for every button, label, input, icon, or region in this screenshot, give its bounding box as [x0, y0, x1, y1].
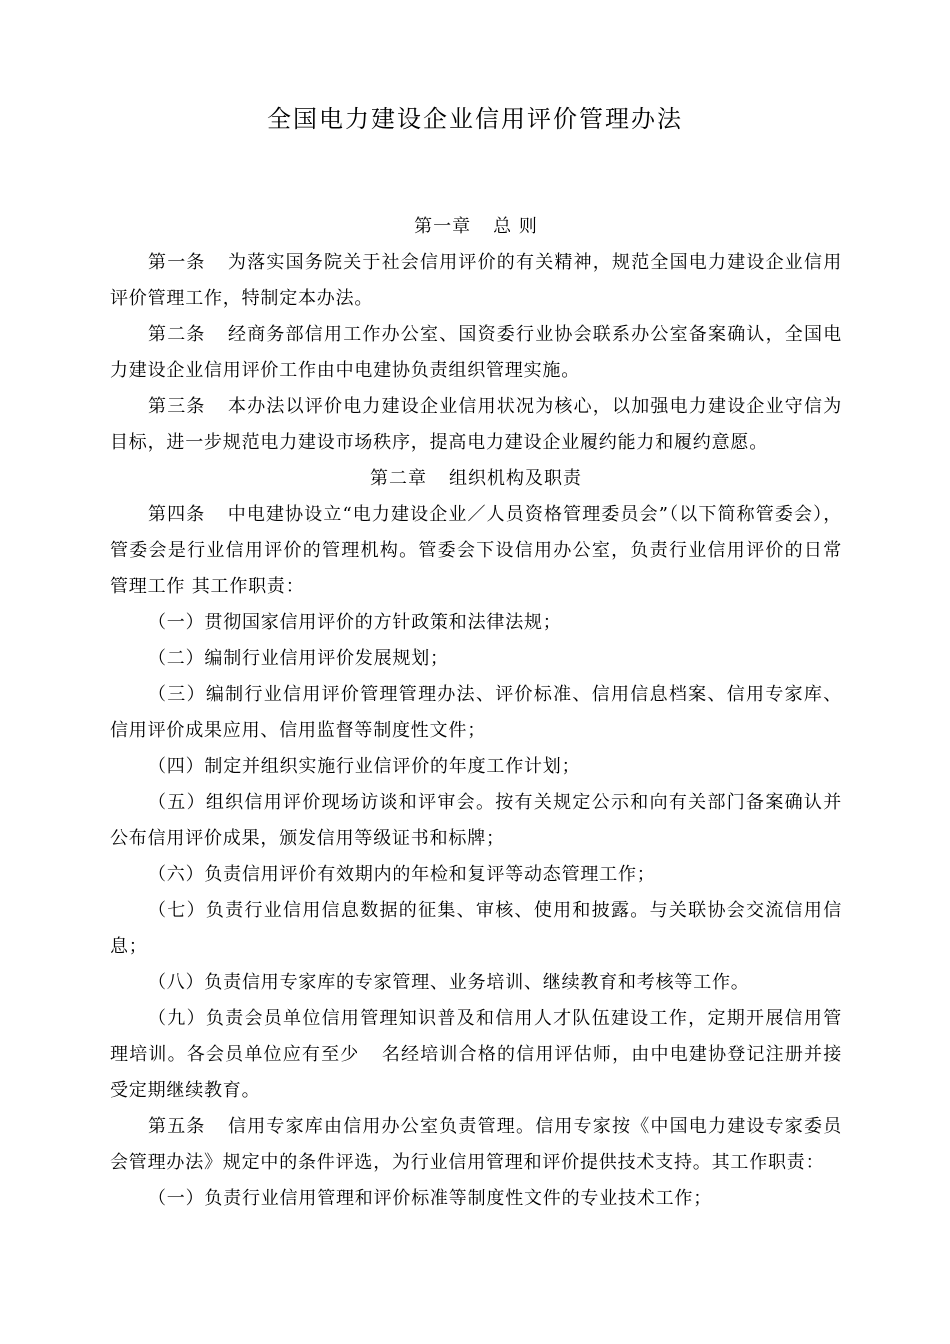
- item-text-part2: 名经培训合格的信用评估师，由中电建协登记注册并接受定期继续教育。: [110, 1044, 843, 1101]
- article-label: 第一条: [148, 252, 206, 273]
- article-label: 第五条: [148, 1116, 206, 1137]
- article-label: 第三条: [148, 396, 206, 417]
- list-item: （四）制定并组织实施行业信评价的年度工作计划；: [148, 756, 581, 777]
- article-text: 本办法以评价电力建设企业信用状况为核心，以加强电力建设企业守信为目标，进一步规范电力建设市场秩序，提高电力建设企业履约能力和履约意愿。: [110, 396, 842, 453]
- list-item: （一）贯彻国家信用评价的方针政策和法律法规；: [148, 612, 562, 633]
- list-item: （三）编制行业信用评价管理管理办法、评价标准、信用信息档案、信用专家库、信用评价成果应用、信用监督等制度性文件；: [110, 684, 842, 741]
- document-body: [110, 209, 842, 1217]
- chapter-label: 第一章: [414, 216, 472, 237]
- list-item: （六）负责信用评价有效期内的年检和复评等动态管理工作；: [148, 864, 656, 885]
- article-text: 中电建协设立“电力建设企业／人员资格管理委员会”（以下简称管委会），管委会是行业信用评价的管理机构。管委会下设信用办公室，负责行业信用评价的日常管理工作 其工作职责：: [110, 504, 842, 597]
- article-label: 第二条: [148, 324, 206, 345]
- chapter-heading-2: [110, 461, 842, 497]
- article-4: [110, 497, 842, 605]
- list-item: （八）负责信用专家库的专家管理、业务培训、继续教育和考核等工作。: [148, 972, 750, 993]
- list-item: （一）负责行业信用管理和评价标准等制度性文件的专业技术工作；: [148, 1188, 712, 1209]
- article-text: 为落实国务院关于社会信用评价的有关精神，规范全国电力建设企业信用评价管理工作，特制定本办法。: [110, 252, 842, 309]
- list-item: （五）组织信用评价现场访谈和评审会。按有关规定公示和向有关部门备案确认并公布信用评价成果，颁发信用等级证书和标牌；: [110, 792, 842, 849]
- article-2: [110, 317, 842, 389]
- chapter-heading-1: [110, 209, 842, 245]
- article-text: 经商务部信用工作办公室、国资委行业协会联系办公室备案确认，全国电力建设企业信用评价工作由中电建协负责组织管理实施。: [110, 324, 842, 381]
- article-label: 第四条: [148, 504, 206, 525]
- list-item: （二）编制行业信用评价发展规划；: [148, 648, 449, 669]
- chapter-label: 第二章: [370, 468, 427, 489]
- chapter-name: 总 则: [493, 216, 538, 237]
- list-item-9: [110, 1001, 842, 1109]
- item-text-part1: （九）负责会员单位信用管理知识普及和信用人才队伍建设工作，定期开展信用管理培训。各会员单位应有至少: [110, 1008, 842, 1065]
- document-title: 全国电力建设企业信用评价管理办法: [267, 105, 683, 133]
- article-5: [110, 1109, 842, 1181]
- article-3: [110, 389, 842, 461]
- article-1: [110, 245, 842, 317]
- article-text: 信用专家库由信用办公室负责管理。信用专家按《中国电力建设专家委员会管理办法》规定中的条件评选，为行业信用管理和评价提供技术支持。其工作职责：: [110, 1116, 842, 1173]
- list-item: （七）负责行业信用信息数据的征集、审核、使用和披露。与关联协会交流信用信息；: [110, 900, 842, 957]
- chapter-name: 组织机构及职责: [449, 468, 582, 489]
